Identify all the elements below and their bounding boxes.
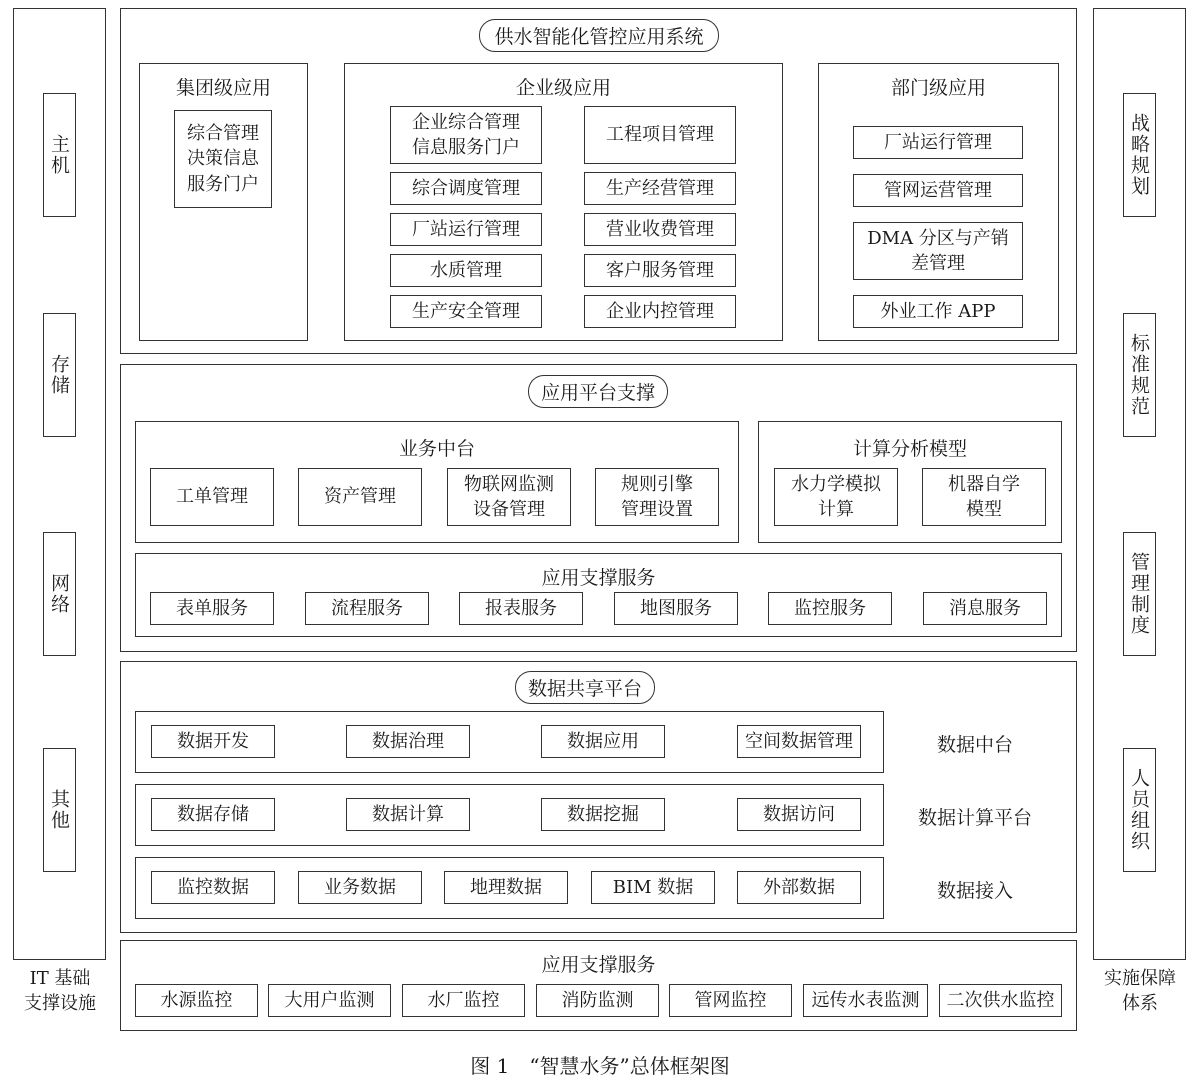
- app-system-title: 供水智能化管控应用系统: [479, 19, 719, 52]
- right-item-standards: 标准规范: [1123, 313, 1156, 437]
- left-item-network: 网络: [43, 532, 76, 656]
- enterprise-item: 企业内控管理: [584, 295, 736, 328]
- data-row-item: 数据开发: [151, 725, 275, 758]
- compute-item: 水力学模拟 计算: [774, 468, 898, 526]
- data-row-item: 空间数据管理: [737, 725, 861, 758]
- platform-support-title: 应用平台支撑: [528, 375, 668, 408]
- data-row-item: 业务数据: [298, 871, 422, 904]
- department-item: DMA 分区与产销 差管理: [853, 222, 1023, 280]
- service-item: 报表服务: [459, 592, 583, 625]
- monitor-item: 管网监控: [669, 984, 792, 1017]
- service-item: 地图服务: [614, 592, 738, 625]
- data-row-label: 数据中台: [936, 734, 1013, 756]
- business-middle-title: 业务中台: [398, 438, 475, 460]
- service-item: 消息服务: [923, 592, 1047, 625]
- data-row-item: 数据计算: [346, 798, 470, 831]
- enterprise-item: 生产经营管理: [584, 172, 736, 205]
- data-row-item: 地理数据: [444, 871, 568, 904]
- business-item: 物联网监测 设备管理: [447, 468, 571, 526]
- enterprise-level-title: 企业级应用: [515, 77, 611, 99]
- enterprise-item: 客户服务管理: [584, 254, 736, 287]
- monitor-item: 水厂监控: [402, 984, 525, 1017]
- monitor-item: 消防监测: [536, 984, 659, 1017]
- data-row-item: 监控数据: [151, 871, 275, 904]
- data-row-item: 数据存储: [151, 798, 275, 831]
- right-item-management: 管理制度: [1123, 532, 1156, 656]
- right-item-strategy: 战略规划: [1123, 93, 1156, 217]
- department-item: 管网运营管理: [853, 174, 1023, 207]
- department-item: 外业工作 APP: [853, 295, 1023, 328]
- group-level-title: 集团级应用: [175, 77, 271, 99]
- enterprise-item: 水质管理: [390, 254, 542, 287]
- left-item-storage: 存储: [43, 313, 76, 437]
- department-level-title: 部门级应用: [890, 77, 986, 99]
- monitor-item: 水源监控: [135, 984, 258, 1017]
- service-item: 流程服务: [305, 592, 429, 625]
- right-caption: 实施保障 体系: [1104, 968, 1176, 1015]
- data-row-item: 数据挖掘: [541, 798, 665, 831]
- data-row-item: 外部数据: [737, 871, 861, 904]
- enterprise-item: 营业收费管理: [584, 213, 736, 246]
- business-item: 资产管理: [298, 468, 422, 526]
- data-row-label: 数据接入: [936, 880, 1013, 902]
- right-item-personnel: 人员组织: [1123, 748, 1156, 872]
- left-item-host: 主机: [43, 93, 76, 217]
- left-item-other: 其他: [43, 748, 76, 872]
- data-row-item: 数据应用: [541, 725, 665, 758]
- business-item: 工单管理: [150, 468, 274, 526]
- left-caption: IT 基础 支撑设施: [24, 968, 96, 1015]
- service-item: 监控服务: [768, 592, 892, 625]
- department-item: 厂站运行管理: [853, 126, 1023, 159]
- data-row-item: 数据治理: [346, 725, 470, 758]
- data-row-item: 数据访问: [737, 798, 861, 831]
- enterprise-item: 生产安全管理: [390, 295, 542, 328]
- group-portal-box: 综合管理 决策信息 服务门户: [174, 110, 272, 208]
- data-row-item: BIM 数据: [591, 871, 715, 904]
- enterprise-item: 厂站运行管理: [390, 213, 542, 246]
- monitor-item: 大用户监测: [268, 984, 391, 1017]
- enterprise-item: 企业综合管理 信息服务门户: [390, 106, 542, 164]
- data-sharing-title: 数据共享平台: [515, 671, 655, 704]
- monitor-item: 二次供水监控: [939, 984, 1062, 1017]
- monitor-item: 远传水表监测: [803, 984, 928, 1017]
- enterprise-item: 综合调度管理: [390, 172, 542, 205]
- data-row-label: 数据计算平台: [917, 807, 1032, 829]
- compute-model-title: 计算分析模型: [852, 438, 967, 460]
- enterprise-item: 工程项目管理: [584, 106, 736, 164]
- compute-item: 机器自学 模型: [922, 468, 1046, 526]
- figure-caption: 图 1 “智慧水务”总体框架图: [470, 1054, 730, 1078]
- service-item: 表单服务: [150, 592, 274, 625]
- business-item: 规则引擎 管理设置: [595, 468, 719, 526]
- bottom-services-title: 应用支撑服务: [541, 954, 656, 976]
- app-services-title: 应用支撑服务: [541, 567, 656, 589]
